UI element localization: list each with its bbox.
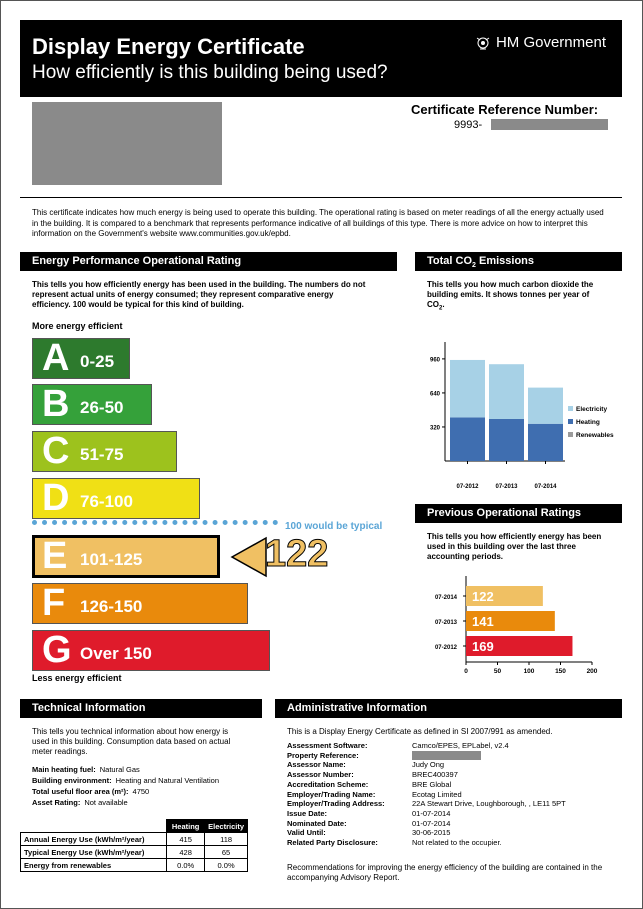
technical-field: Asset Rating: Not available bbox=[32, 798, 128, 807]
table-row: Annual Energy Use (kWh/m²/year) 415 118 bbox=[21, 833, 248, 846]
page-subtitle: How efficiently is this building being used? bbox=[32, 62, 388, 83]
band-letter: A bbox=[42, 338, 70, 379]
operational-rating-description: This tells you how efficiently energy has been used in the building. The numbers do not represent actual units of energy consumed; they represent comparative energy efficiency. 100 would be typical for this kind of building. bbox=[32, 280, 366, 309]
admin-footer: Recommendations for improving the energy efficiency of the building are contained in the accompanying Advisory Report. bbox=[287, 863, 603, 882]
technical-field: Main heating fuel: Natural Gas bbox=[32, 765, 140, 774]
technical-heading: Technical Information bbox=[20, 699, 262, 718]
admin-field-label: Employer/Trading Name: bbox=[287, 789, 376, 799]
less-efficient-label: Less energy efficient bbox=[32, 673, 122, 683]
operational-rating-heading: Energy Performance Operational Rating bbox=[20, 252, 397, 271]
admin-field-value: Camco/EPES, EPLabel, v2.4 bbox=[412, 741, 509, 750]
technical-description: This tells you technical information about how energy is used in this building. Consumption data based on actual meter readings. bbox=[32, 727, 231, 756]
prev-category-label: 07-2013 bbox=[434, 620, 457, 626]
hm-government-logo bbox=[474, 34, 606, 51]
rating-band-d bbox=[32, 478, 200, 519]
co2-bar-electricity bbox=[489, 364, 524, 419]
reference-prefix: 9993- bbox=[454, 119, 483, 131]
admin-field-label: Employer/Trading Address: bbox=[287, 799, 385, 809]
prev-category-label: 07-2012 bbox=[434, 645, 457, 651]
band-letter: D bbox=[42, 478, 70, 519]
band-letter: F bbox=[42, 583, 66, 624]
admin-field-label: Property Reference: bbox=[287, 750, 359, 760]
current-band-highlight bbox=[32, 535, 220, 578]
royal-crest-icon bbox=[474, 35, 492, 51]
admin-field-value: 01-07-2014 bbox=[412, 808, 451, 818]
co2-legend-swatch bbox=[568, 419, 573, 424]
address-redacted bbox=[32, 102, 222, 185]
heating-column-header: Heating bbox=[167, 820, 205, 833]
previous-ratings-description: This tells you how efficiently energy has been used in this building over the last three accounting periods. bbox=[427, 532, 602, 561]
rating-band-g bbox=[32, 630, 270, 671]
co2-bar-electricity bbox=[450, 360, 485, 417]
rating-band-c bbox=[32, 431, 177, 472]
admin-field-label: Assessment Software: bbox=[287, 741, 368, 750]
more-efficient-label: More energy efficient bbox=[32, 321, 123, 331]
rating-band-a bbox=[32, 338, 130, 379]
divider bbox=[20, 197, 622, 198]
admin-field-value: Ecotag Limited bbox=[412, 789, 462, 799]
typical-label: 100 would be typical bbox=[285, 521, 383, 532]
band-range: Over 150 bbox=[80, 644, 152, 663]
electricity-column-header: Electricity bbox=[205, 820, 248, 833]
band-letter: G bbox=[42, 630, 72, 671]
brand-name: HM Government bbox=[495, 34, 606, 51]
co2-x-tick-label: 07-2012 bbox=[456, 484, 479, 490]
admin-field-label: Assessor Name: bbox=[287, 760, 346, 770]
co2-description: This tells you how much carbon dioxide the building emits. It shows tonnes per year of $CO_2$. bbox=[427, 280, 594, 312]
table-row: Typical Energy Use (kWh/m²/year) 428 65 bbox=[21, 846, 248, 859]
current-rating-value: 122 bbox=[265, 533, 329, 575]
admin-field-label: Nominated Date: bbox=[287, 818, 347, 828]
band-letter: C bbox=[42, 431, 70, 472]
prev-x-tick-label: 200 bbox=[586, 668, 598, 675]
admin-field-label: Valid Until: bbox=[287, 828, 326, 838]
admin-heading: Administrative Information bbox=[275, 699, 622, 718]
admin-field-value: 22A Stewart Drive, Loughborough, , LE11 5PT bbox=[412, 799, 566, 809]
co2-legend-swatch bbox=[568, 406, 573, 411]
prev-rating-label: 169 bbox=[472, 639, 494, 654]
energy-use-table bbox=[20, 819, 248, 872]
co2-legend-swatch bbox=[568, 432, 573, 437]
table-header-row bbox=[21, 820, 248, 833]
reference-label: Certificate Reference Number: bbox=[411, 102, 599, 117]
band-letter: E bbox=[42, 536, 68, 577]
co2-bar-heating bbox=[489, 419, 524, 461]
admin-intro: This is a Display Energy Certificate as defined in SI 2007/991 as amended. bbox=[287, 727, 553, 736]
prev-x-tick-label: 50 bbox=[493, 668, 502, 675]
technical-field: Building environment: Heating and Natural Ventilation bbox=[32, 776, 219, 785]
band-range: 76-100 bbox=[80, 492, 133, 511]
typical-dotted-line bbox=[32, 520, 278, 525]
technical-field: Total useful floor area (m²): 4750 bbox=[32, 787, 150, 796]
admin-field-label: Accreditation Scheme: bbox=[287, 779, 369, 789]
current-rating-arrow-icon bbox=[230, 536, 270, 578]
prev-rating-label: 141 bbox=[472, 614, 494, 629]
band-range: 26-50 bbox=[80, 398, 124, 417]
co2-legend-label: Electricity bbox=[576, 406, 608, 413]
admin-field-value: 01-07-2014 bbox=[412, 818, 451, 828]
admin-field-value: Not related to the occupier. bbox=[412, 838, 502, 847]
header-bar bbox=[20, 20, 622, 97]
co2-y-tick-label: 960 bbox=[429, 357, 440, 364]
prev-x-tick-label: 0 bbox=[464, 668, 468, 675]
co2-legend-label: Renewables bbox=[576, 432, 614, 439]
co2-chart bbox=[415, 336, 622, 496]
prev-x-tick-label: 100 bbox=[523, 668, 535, 675]
table-row: Energy from renewables 0.0% 0.0% bbox=[21, 859, 248, 872]
prev-category-label: 07-2014 bbox=[434, 595, 457, 601]
admin-field-label: Assessor Number: bbox=[287, 770, 354, 780]
rating-band-b bbox=[32, 384, 152, 425]
co2-legend-label: Heating bbox=[576, 419, 600, 426]
rating-band-f bbox=[32, 583, 248, 624]
reference-redacted bbox=[491, 119, 608, 130]
band-range: 101-125 bbox=[80, 550, 143, 569]
co2-bar-electricity bbox=[528, 388, 563, 424]
admin-field-label: Issue Date: bbox=[287, 808, 328, 818]
admin-field-value: 30-06-2015 bbox=[412, 828, 451, 838]
co2-x-tick-label: 07-2013 bbox=[495, 484, 518, 490]
co2-bar-heating bbox=[528, 424, 563, 461]
prev-x-tick-label: 150 bbox=[555, 668, 566, 675]
co2-bar-heating bbox=[450, 417, 485, 461]
admin-field-label: Related Party Disclosure: bbox=[287, 838, 378, 847]
admin-field-value: BREC400397 bbox=[412, 770, 458, 780]
band-range: 126-150 bbox=[80, 597, 143, 616]
co2-y-tick-label: 640 bbox=[429, 391, 440, 398]
co2-y-tick-label: 320 bbox=[429, 425, 440, 432]
co2-x-tick-label: 07-2014 bbox=[534, 484, 557, 490]
admin-field-value: BRE Global bbox=[412, 779, 452, 789]
page-title: Display Energy Certificate bbox=[32, 34, 305, 59]
band-range: 0-25 bbox=[80, 352, 115, 371]
prev-rating-label: 122 bbox=[472, 589, 494, 604]
admin-field-value: Judy Ong bbox=[412, 760, 445, 770]
band-letter: B bbox=[42, 384, 70, 425]
previous-ratings-heading: Previous Operational Ratings bbox=[415, 504, 622, 523]
previous-ratings-chart bbox=[415, 576, 622, 681]
intro-text: This certificate indicates how much energy is being used to operate this building. The operational rating is based on meter readings of all the energy actually used in the building. It is compared to a benchmark that represents performance indicative of all buildings of this type. There is more advice on how to interpret this information on the Government's website www.communities.gov.uk/epbd. bbox=[32, 208, 604, 238]
band-range: 51-75 bbox=[80, 445, 124, 464]
co2-heading: Total $CO_2$ Emissions bbox=[415, 252, 622, 271]
property-reference-redacted bbox=[412, 751, 481, 760]
